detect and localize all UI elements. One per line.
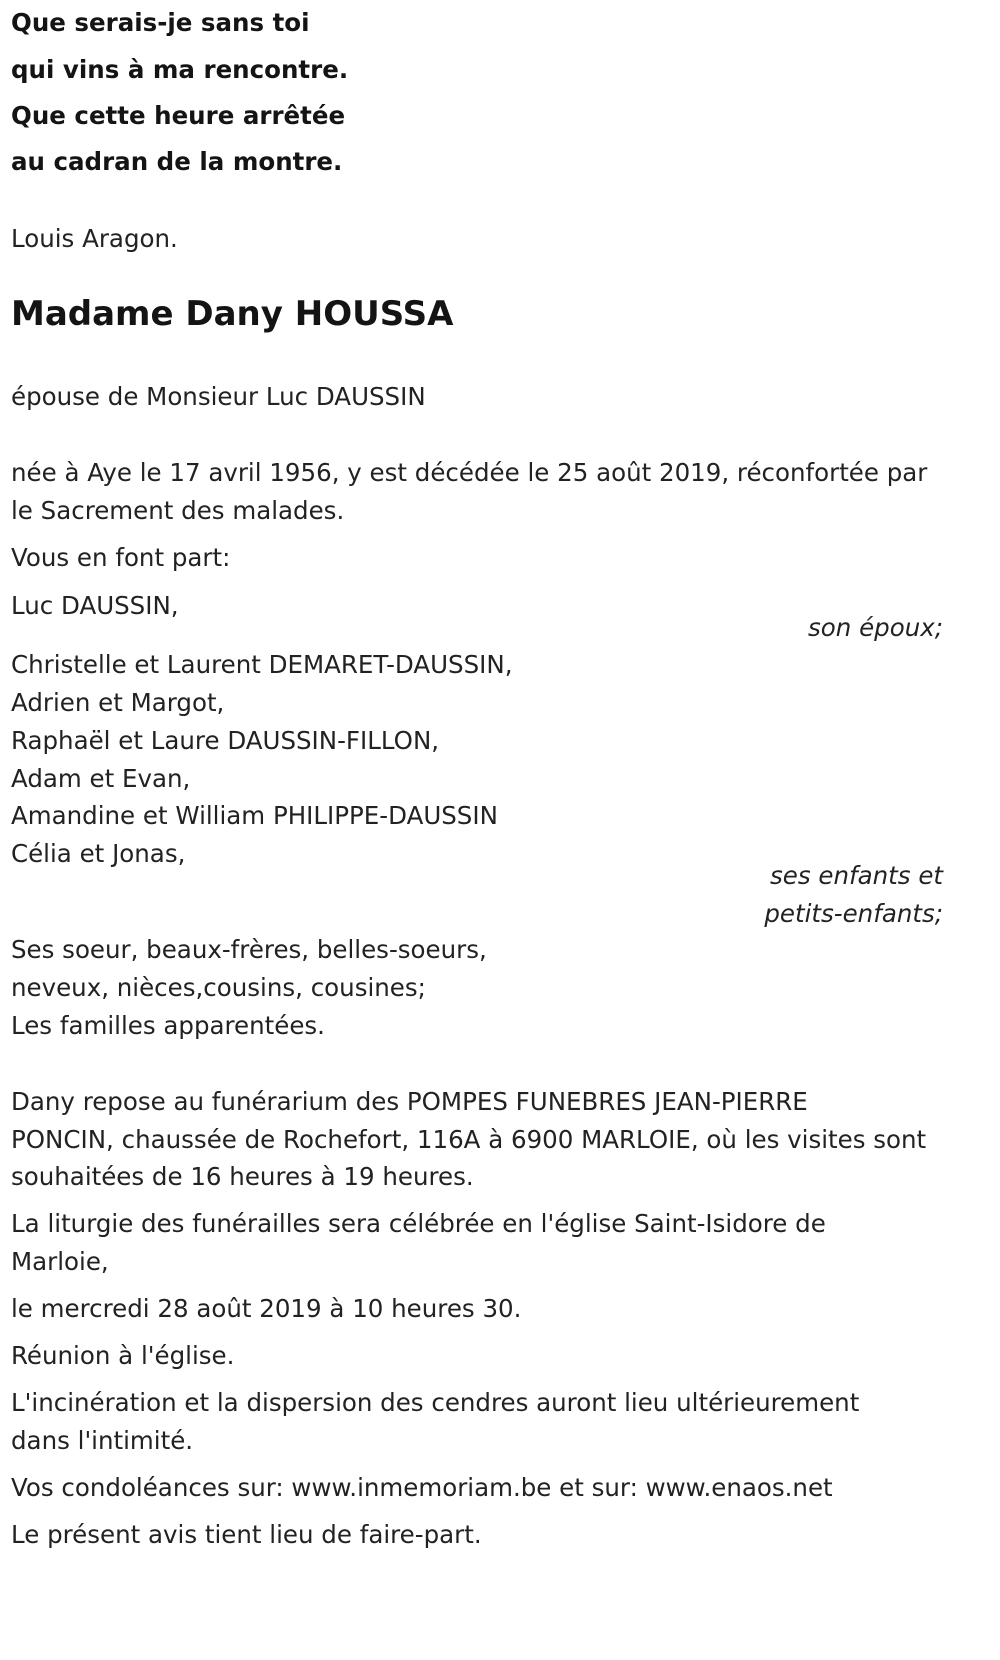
repose-text: souhaitées de 16 heures à 19 heures. (11, 1162, 474, 1191)
poem-author: Louis Aragon. (11, 224, 178, 253)
cremation-text: dans l'intimité. (11, 1426, 194, 1455)
spouse-line: épouse de Monsieur Luc DAUSSIN (11, 382, 426, 411)
poem-line: au cadran de la montre. (11, 147, 343, 176)
children-role: ses enfants et (770, 861, 943, 890)
notice-text: Le présent avis tient lieu de faire-part. (11, 1520, 482, 1549)
poem-line: Que cette heure arrêtée (11, 101, 346, 130)
list-item: neveux, nièces,cousins, cousines; (11, 973, 426, 1002)
list-item: Ses soeur, beaux-frères, belles-soeurs, (11, 935, 487, 964)
list-item: Christelle et Laurent DEMARET-DAUSSIN, (11, 650, 513, 679)
birth-death-line: le Sacrement des malades. (11, 496, 345, 525)
liturgy-text: La liturgie des funérailles sera célébrée en l'église Saint-Isidore de (11, 1209, 826, 1238)
list-item: Les familles apparentées. (11, 1011, 325, 1040)
poem-line: qui vins à ma rencontre. (11, 55, 349, 84)
repose-text: Dany repose au funérarium des POMPES FUNEBRES JEAN-PIERRE (11, 1087, 808, 1116)
list-item: Adam et Evan, (11, 764, 191, 793)
ceremony-date: le mercredi 28 août 2019 à 10 heures 30. (11, 1294, 522, 1323)
list-item: Adrien et Margot, (11, 688, 225, 717)
list-item: Raphaël et Laure DAUSSIN-FILLON, (11, 726, 440, 755)
announcement-intro: Vous en font part: (11, 543, 231, 572)
list-item: Célia et Jonas, (11, 839, 186, 868)
spouse-role: son époux; (808, 613, 943, 642)
birth-death-line: née à Aye le 17 avril 1956, y est décédée le 25 août 2019, réconfortée par (11, 458, 928, 487)
liturgy-text: Marloie, (11, 1247, 109, 1276)
children-role: petits-enfants; (764, 899, 943, 928)
cremation-text: L'incinération et la dispersion des cendres auront lieu ultérieurement (11, 1388, 860, 1417)
poem-line: Que serais-je sans toi (11, 8, 310, 37)
meeting-text: Réunion à l'église. (11, 1341, 235, 1370)
repose-text: PONCIN, chaussée de Rochefort, 116A à 6900 MARLOIE, où les visites sont (11, 1125, 927, 1154)
deceased-name: Madame Dany HOUSSA (11, 294, 454, 334)
spouse-name: Luc DAUSSIN, (11, 591, 179, 620)
list-item: Amandine et William PHILIPPE-DAUSSIN (11, 801, 498, 830)
condolences-text: Vos condoléances sur: www.inmemoriam.be et sur: www.enaos.net (11, 1473, 833, 1502)
